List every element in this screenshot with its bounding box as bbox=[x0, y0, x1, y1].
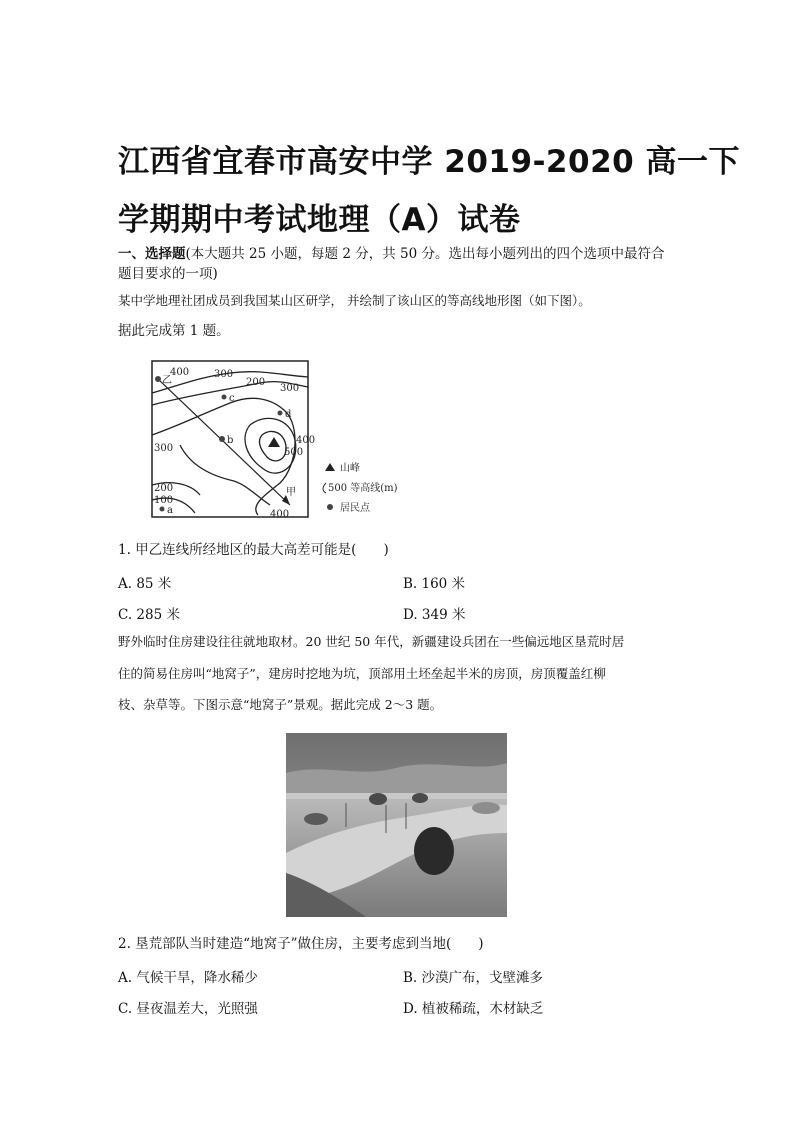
point-label-d: d bbox=[285, 409, 292, 420]
contour-label-7: 200 bbox=[154, 483, 174, 494]
point-label-jia: 甲 bbox=[286, 487, 296, 498]
contour-label-5: 500 bbox=[284, 447, 304, 458]
contour-label-2: 200 bbox=[246, 377, 266, 388]
point-c bbox=[222, 395, 227, 400]
section-header bbox=[118, 244, 688, 264]
intro-2-line-2: 住的简易住房叫“地窝子”，建房时挖地为坑，顶部用土坯垒起半米的房顶，房顶覆盖红柳 bbox=[118, 666, 606, 681]
intro-1-line-1: 某中学地理社团成员到我国某山区研学， 并绘制了该山区的等高线地形图（如下图）。 bbox=[118, 293, 591, 308]
document-title-line-1: 江西省宜春市高安中学 2019-2020 高一下 bbox=[118, 144, 741, 180]
intro-2-line-1: 野外临时住房建设往往就地取材。20 世纪 50 年代，新疆建设兵团在一些偏远地区垦荒时居 bbox=[118, 634, 625, 649]
q1-stem: 1. 甲乙连线所经地区的最大高差可能是( ) bbox=[118, 542, 389, 558]
point-label-yi: 乙 bbox=[162, 375, 172, 386]
contour-label-9: 400 bbox=[270, 509, 290, 520]
section-desc-2: 题目要求的一项) bbox=[118, 266, 218, 282]
point-label-a: a bbox=[167, 505, 173, 516]
point-b bbox=[219, 436, 225, 442]
q1-option-a: A. 85 米 bbox=[118, 576, 172, 592]
diwozi-photo bbox=[286, 733, 507, 917]
point-a bbox=[160, 507, 165, 512]
contour-label-4: 300 bbox=[154, 443, 174, 454]
contour-map bbox=[140, 355, 400, 525]
intro-2-line-3: 枝、杂草等。下图示意“地窝子”景观。据此完成 2～3 题。 bbox=[118, 697, 443, 712]
contour-label-0: 400 bbox=[170, 367, 190, 378]
q1-option-d: D. 349 米 bbox=[403, 607, 466, 623]
contour-label-3: 300 bbox=[280, 383, 300, 394]
legend-contour: 500 等高线(m) bbox=[328, 483, 398, 494]
q2-option-a: A. 气候干旱，降水稀少 bbox=[118, 970, 258, 986]
q2-option-c: C. 昼夜温差大，光照强 bbox=[118, 1001, 258, 1017]
q2-option-b: B. 沙漠广布，戈壁滩多 bbox=[403, 970, 544, 986]
point-label-b: b bbox=[227, 435, 234, 446]
q1-option-c: C. 285 米 bbox=[118, 607, 180, 623]
q1-option-b: B. 160 米 bbox=[403, 576, 466, 592]
contour-label-8: 100 bbox=[154, 495, 174, 506]
contour-label-1: 300 bbox=[214, 369, 234, 380]
contour-label-6: 400 bbox=[296, 435, 316, 446]
point-yi bbox=[155, 376, 161, 382]
q2-option-d: D. 植被稀疏，木材缺乏 bbox=[403, 1001, 544, 1017]
legend-settlement: 居民点 bbox=[340, 503, 370, 514]
document-title-line-2: 学期期中考试地理（A）试卷 bbox=[118, 202, 521, 238]
point-d bbox=[278, 411, 283, 416]
q2-stem: 2. 垦荒部队当时建造“地窝子”做住房，主要考虑到当地( ) bbox=[118, 936, 484, 952]
legend-peak: 山峰 bbox=[340, 463, 360, 474]
point-label-c: c bbox=[229, 393, 235, 404]
intro-1-line-2: 据此完成第 1 题。 bbox=[118, 323, 230, 339]
section-label: 一、选择题 bbox=[118, 246, 186, 262]
section-desc-1: (本大题共 25 小题，每题 2 分，共 50 分。选出每小题列出的四个选项中最符合 bbox=[185, 246, 665, 262]
